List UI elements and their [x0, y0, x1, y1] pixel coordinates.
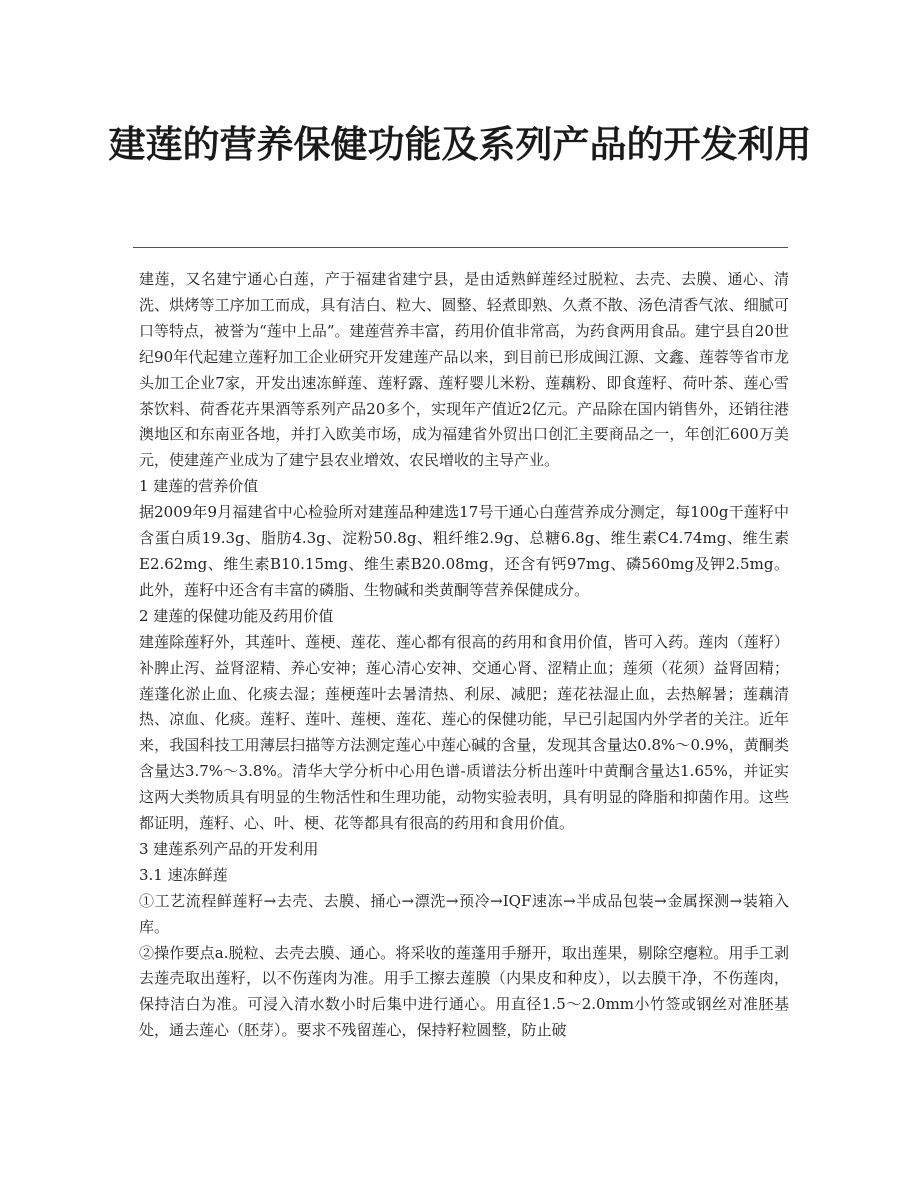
document-title: 建莲的营养保健功能及系列产品的开发利用	[108, 123, 812, 166]
section-heading-1: 1 建莲的营养价值	[139, 477, 259, 496]
process-flow-paragraph: ①工艺流程鲜莲籽→去壳、去膜、捅心→漂洗→预冷→IQF速冻→半成品包装→金属探测→装箱入库。	[139, 891, 789, 936]
operation-points-paragraph: ②操作要点a.脱粒、去壳去膜、通心。将采收的莲蓬用手掰开，取出莲果，剔除空瘪粒。用手工剥去莲壳取出莲籽，以不伤莲肉为准。用手工擦去莲膜（内果皮和种皮），以去膜干净，不伤莲肉，保持洁白为准。可浸入清水数小时后集中进行通心。用直径1.5～2.0mm小竹签或钢丝对准胚基处，通去莲心（胚芽）。要求不残留莲心，保持籽粒圆整，防止破	[139, 943, 789, 1040]
document-body	[139, 267, 789, 1044]
intro-paragraph: 建莲，又名建宁通心白莲，产于福建省建宁县，是由适熟鲜莲经过脱粒、去壳、去膜、通心、清洗、烘烤等工序加工而成，具有洁白、粒大、圆整、轻煮即熟、久煮不散、汤色清香气浓、细腻可口等特点，被誉为“莲中上品”。建莲营养丰富，药用价值非常高，为药食两用食品。建宁县自20世纪90年代起建立莲籽加工企业研究开发建莲产品以来，到目前已形成闽江源、文鑫、莲蓉等省市龙头加工企业7家，开发出速冻鲜莲、莲籽露、莲籽婴儿米粉、莲藕粉、即食莲籽、荷叶茶、莲心雪茶饮料、荷香花卉果酒等系列产品20多个，实现年产值近2亿元。产品除在国内销售外，还销往港澳地区和东南亚各地，并打入欧美市场，成为福建省外贸出口创汇主要商品之一，年创汇600万美元，使建莲产业成为了建宁县农业增效、农民增收的主导产业。	[139, 270, 789, 470]
subsection-heading-3-1: 3.1 速冻鲜莲	[139, 865, 228, 884]
nutrition-paragraph: 据2009年9月福建省中心检验所对建莲品种建选17号干通心白莲营养成分测定，每100g干莲籽中含蛋白质19.3g、脂肪4.3g、淀粉50.8g、粗纤维2.9g、总糖6.8g、维生素C4.74mg、维生素E2.62mg、维生素B10.15mg、维生素B20.08mg，还含有钙97mg、磷560mg及钾2.5mg。此外，莲籽中还含有丰富的磷脂、生物碱和类黄酮等营养保健成分。	[139, 503, 789, 599]
section-heading-3: 3 建莲系列产品的开发利用	[139, 839, 319, 858]
title-divider	[133, 247, 788, 248]
section-heading-2: 2 建莲的保健功能及药用价值	[139, 606, 334, 625]
health-paragraph: 建莲除莲籽外，其莲叶、莲梗、莲花、莲心都有很高的药用和食用价值，皆可入药。莲肉（莲籽）补脾止泻、益肾涩精、养心安神；莲心清心安神、交通心肾、涩精止血；莲须（花须）益肾固精；莲蓬化淤止血、化痰去湿；莲梗莲叶去暑清热、利尿、减肥；莲花祛湿止血，去热解暑；莲藕清热、凉血、化痰。莲籽、莲叶、莲梗、莲花、莲心的保健功能，早已引起国内外学者的关注。近年来，我国科技工用薄层扫描等方法测定莲心中莲心碱的含量，发现其含量达0.8%～0.9%，黄酮类含量达3.7%～3.8%。清华大学分析中心用色谱-质谱法分析出莲叶中黄酮含量达1.65%，并证实这两大类物质具有明显的生物活性和生理功能，动物实验表明，具有明显的降脂和抑菌作用。这些都证明，莲籽、心、叶、梗、花等都具有很高的药用和食用价值。	[139, 632, 789, 833]
